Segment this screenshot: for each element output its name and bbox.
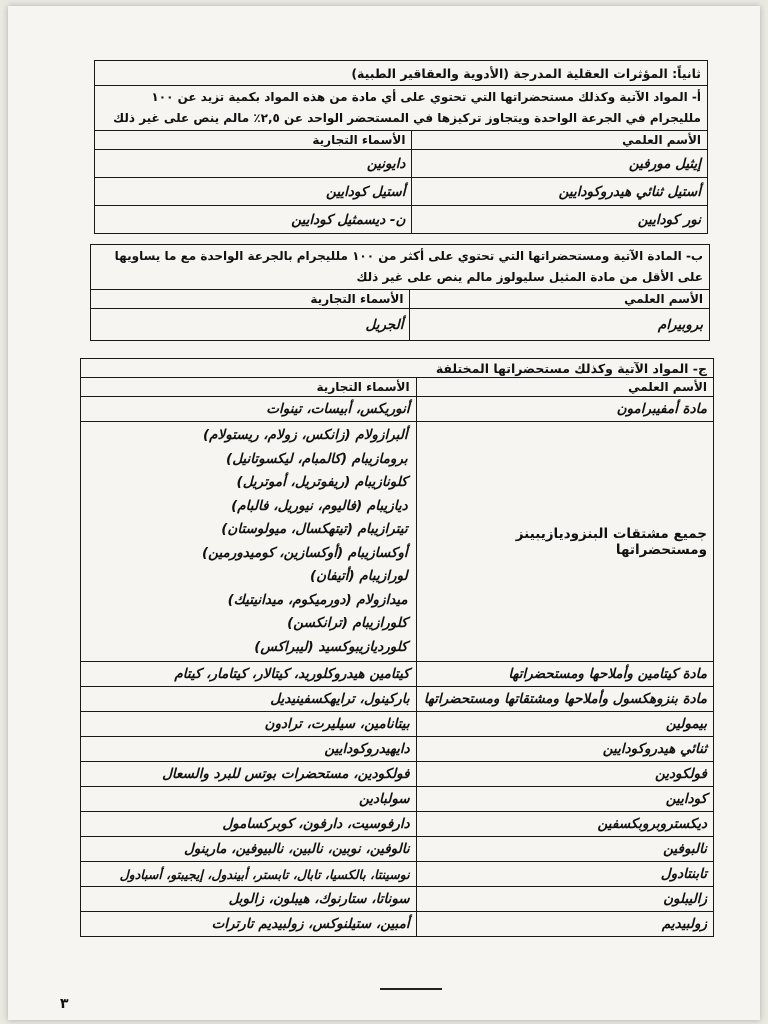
trade-names: أمبين، ستيلنوكس، زولبيديم تارترات [81,912,417,937]
trade-names: بيتانامين، سيليرت، ترادون [81,712,417,737]
trade-names: ألجريل [91,309,410,341]
divider-line [380,988,442,990]
col-trade-names: الأسماء التجارية [81,378,417,397]
section-c-table [80,358,714,937]
trade-line: كلونازيبام (ريفوتريل، أموتريل) [236,474,408,490]
trade-line: أوكسازيبام (أوكسازين، كوميدورمين) [202,544,408,561]
scientific-name: بروبيرام [410,309,710,341]
trade-line: برومازيبام (كالمبام، ليكسوتانيل) [226,450,408,467]
col-scientific-name: الأسم العلمي [412,131,708,150]
col-scientific-name: الأسم العلمي [416,378,713,397]
scientific-name: بيمولين [416,712,713,737]
trade-line: ديازيبام (فاليوم، نيوريل، فالبام) [231,497,408,514]
benzodiazepines-trade-list [81,422,417,662]
scientific-name: ثنائي هيدروكودايين [416,737,713,762]
section-a-intro: أ- المواد الآتية وكذلك مستحضراتها التي تحتوي على أي مادة من هذه المواد بكمية تزيد عن ١٠٠ ملليجرام في الجرعة الواحدة ويتجاوز تركيزها في المستحضر الواحد عن ٢,٥٪ مالم ينص على غير ذلك [95,86,708,131]
section-a-table [94,60,708,234]
trade-names: دايهيدروكودايين [81,737,417,762]
trade-names: نوسينتا، بالكسيا، تابال، تابستر، أبيندول، إيجيبتو، أسبادول [81,862,417,887]
col-trade-names: الأسماء التجارية [91,290,410,309]
trade-names: سولبادين [81,787,417,812]
trade-names: أستيل كودايين [95,178,412,206]
scientific-name: مادة بنزوهكسول وأملاحها ومشتقاتها ومستحضراتها [416,687,713,712]
scientific-name: كودايين [416,787,713,812]
trade-names: دارفوسيت، دارفون، كوبركسامول [81,812,417,837]
benzodiazepines-scientific: جميع مشتقات البنزوديازيبينز ومستحضراتها [416,422,713,662]
trade-names: دايونين [95,150,412,178]
trade-names: باركينول، ترايهكسفينيديل [81,687,417,712]
section-c-intro: ج- المواد الآتية وكذلك مستحضراتها المختلفة [81,359,714,378]
trade-line: ميدازولام (دورميكوم، ميدانيتيك) [227,591,408,608]
col-trade-names: الأسماء التجارية [95,131,412,150]
scientific-name: فولكودين [416,762,713,787]
trade-names: فولكودين، مستحضرات بوتس للبرد والسعال [81,762,417,787]
scientific-name: تابنتادول [416,862,713,887]
scientific-name: ديكستروبروبكسفين [416,812,713,837]
trade-names: سوناتا، ستارنوك، هيبلون، زالوبل [81,887,417,912]
scientific-name: مادة أمفيبرامون [416,397,713,422]
trade-line: لورازيبام (أتيفان) [309,568,408,584]
section-title: ثانياً: المؤثرات العقلية المدرجة (الأدوية والعقاقير الطبية) [95,61,708,86]
trade-line: كلورديازيبوكسيد (ليبراكس) [254,638,408,655]
col-scientific-name: الأسم العلمي [410,290,710,309]
scientific-name: نالبوفين [416,837,713,862]
section-b-intro: ب- المادة الآتية ومستحضراتها التي تحتوي على أكثر من ١٠٠ ملليجرام بالجرعة الواحدة مع ما يساويها على الأقل من مادة المثيل سليولوز مالم ينص على غير ذلك [91,245,710,290]
trade-line: كلورازيبام (ترانكسن) [287,615,408,631]
scientific-name: نور كودايين [412,206,708,234]
section-b-table [90,244,710,341]
scientific-name: أستيل ثنائي هيدروكودايين [412,178,708,206]
scientific-name: إيثيل مورفين [412,150,708,178]
trade-names: ن- ديسمثيل كودايين [95,206,412,234]
scientific-name: زاليبلون [416,887,713,912]
trade-names: نالوفين، نوبين، نالبين، نالبيوفين، مارينول [81,837,417,862]
trade-line: تيترازيبام (تيتهكسال، ميولوستان) [221,521,408,537]
trade-names: كيتامين هيدروكلوريد، كيتالار، كيتامار، كيتام [81,662,417,687]
page-number: ٣ [60,996,69,1012]
scientific-name: زولبيديم [416,912,713,937]
trade-names: أنوريكس، أبيسات، تينوات [81,397,417,422]
scientific-name: مادة كيتامين وأملاحها ومستحضراتها [416,662,713,687]
trade-line: ألبرازولام (زانكس، زولام، ريستولام) [203,427,408,443]
